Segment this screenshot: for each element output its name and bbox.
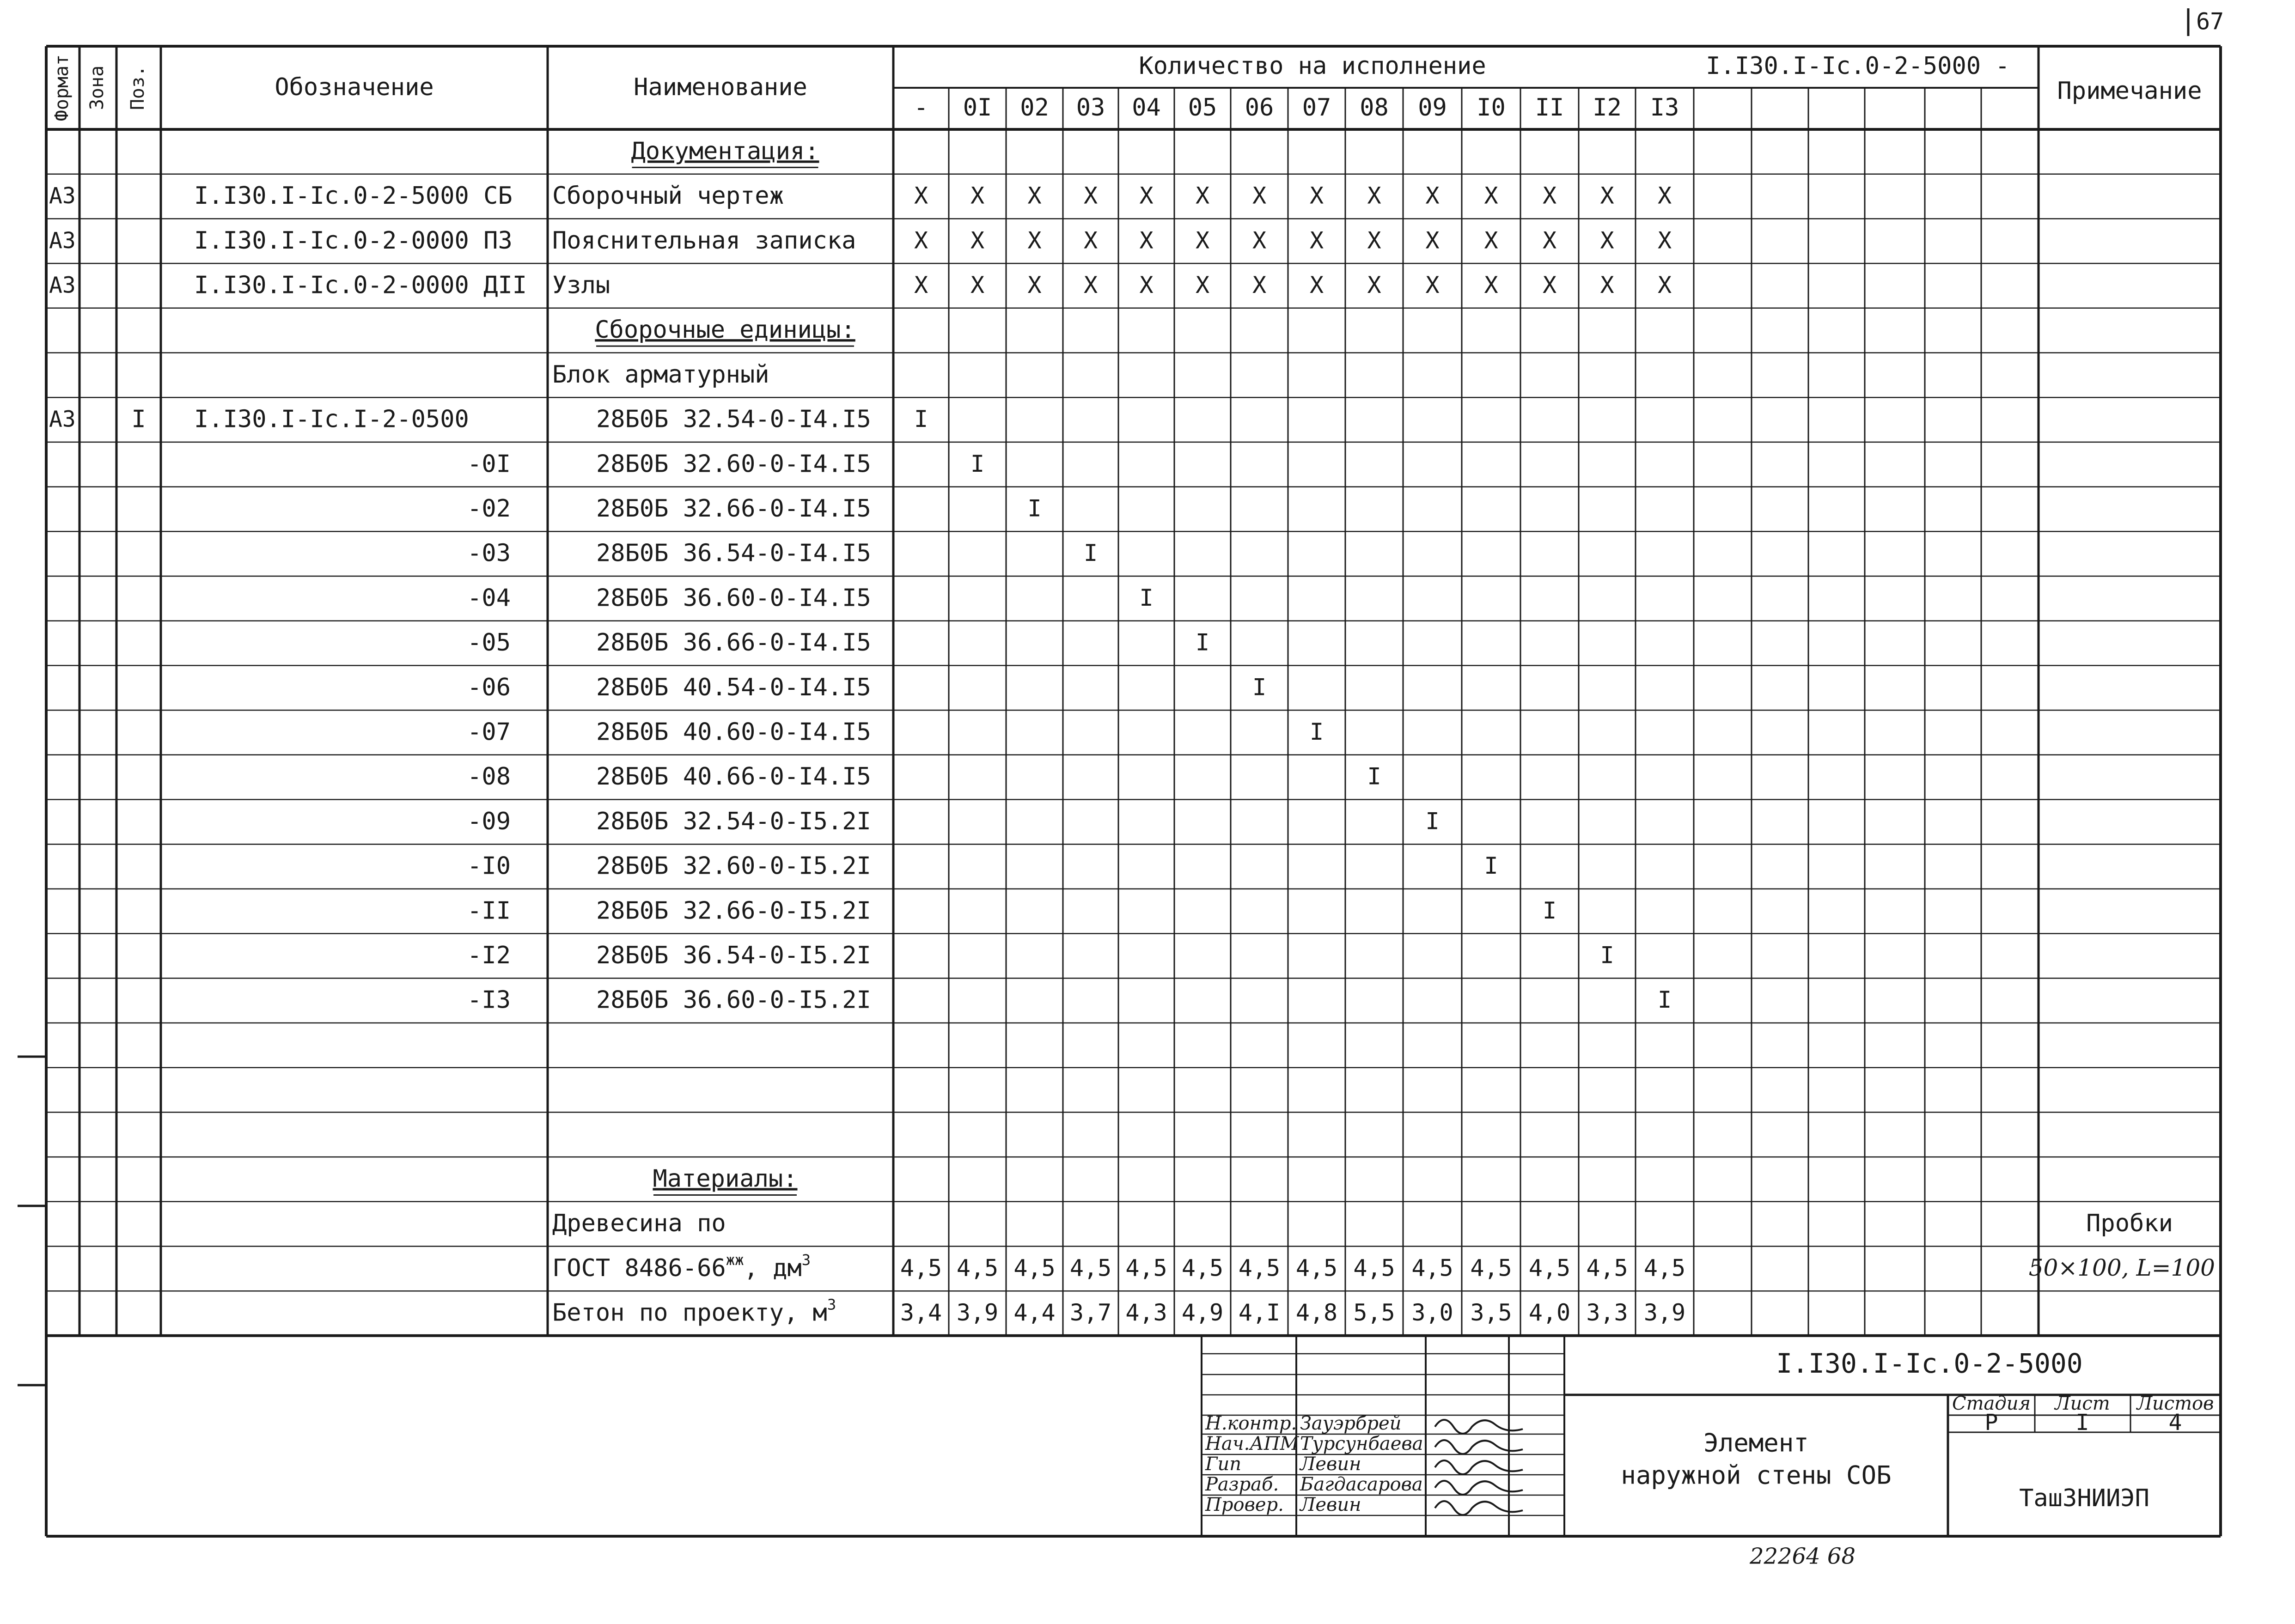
quantity-cell: X xyxy=(1542,271,1557,298)
name-cell: 28Б0Б 32.66-0-I5.2I xyxy=(596,897,871,925)
quantity-cell: 4,5 xyxy=(1125,1254,1167,1282)
designation-cell: -I2 xyxy=(467,941,511,969)
quantity-cell: I xyxy=(1425,808,1440,835)
quantity-cell: 4,5 xyxy=(1528,1254,1571,1282)
designation-cell: -I3 xyxy=(467,986,511,1014)
quantity-cell: 4,5 xyxy=(1586,1254,1628,1282)
sheets-value: 4 xyxy=(2168,1410,2182,1435)
signer-role: Н.контр. xyxy=(1205,1413,1297,1434)
designation-cell: I.I30.I-Ic.I-2-0500 xyxy=(194,405,469,433)
quantity-cell: X xyxy=(914,227,928,254)
format-cell: A3 xyxy=(49,183,76,209)
variant-header: 05 xyxy=(1188,94,1217,122)
quantity-cell: X xyxy=(1083,227,1098,254)
variant-header: 0I xyxy=(963,94,992,122)
section-heading: Материалы: xyxy=(653,1165,798,1193)
name-cell: 28Б0Б 32.60-0-I5.2I xyxy=(596,852,871,880)
variant-header: I0 xyxy=(1477,94,1506,122)
designation-cell: -03 xyxy=(467,539,511,567)
title-doc-code: I.I30.I-Ic.0-2-5000 xyxy=(1776,1348,2083,1380)
variant-header: 06 xyxy=(1245,94,1274,122)
quantity-cell: X xyxy=(1252,227,1267,254)
quantity-cell: 4,5 xyxy=(1470,1254,1512,1282)
quantity-cell: X xyxy=(1195,182,1210,209)
quantity-cell: 4,9 xyxy=(1181,1299,1224,1326)
section-heading: Документация: xyxy=(631,137,819,165)
quantity-cell: 4,5 xyxy=(1069,1254,1112,1282)
quantity-cell: I xyxy=(1600,942,1614,969)
quantity-cell: 3,3 xyxy=(1586,1299,1628,1326)
header-format: Формат xyxy=(51,54,73,122)
quantity-cell: I xyxy=(1542,897,1557,924)
quantity-cell: X xyxy=(1027,227,1042,254)
quantity-cell: I xyxy=(1309,718,1324,745)
quantity-cell: X xyxy=(1083,271,1098,298)
designation-cell: -08 xyxy=(467,763,511,791)
designation-cell: -0I xyxy=(467,450,511,478)
quantity-cell: 5,5 xyxy=(1353,1299,1395,1326)
name-cell: Пояснительная записка xyxy=(552,226,856,255)
quantity-cell: I xyxy=(1367,763,1381,790)
signer-name: Зауэрбрей xyxy=(1300,1413,1402,1434)
name-cell: 28Б0Б 32.54-0-I5.2I xyxy=(596,807,871,835)
quantity-cell: X xyxy=(1600,227,1614,254)
quantity-cell: X xyxy=(1139,227,1154,254)
quantity-cell: X xyxy=(1252,182,1267,209)
signer-name: Турсунбаева xyxy=(1300,1433,1423,1454)
quantity-cell: X xyxy=(1367,182,1381,209)
quantity-cell: 4,4 xyxy=(1013,1299,1056,1326)
name-cell: 28Б0Б 40.60-0-I4.I5 xyxy=(596,718,871,746)
title-line-1: Элемент xyxy=(1703,1428,1809,1458)
quantity-cell: X xyxy=(1195,227,1210,254)
quantity-cell: 3,9 xyxy=(1643,1299,1686,1326)
variant-header: 09 xyxy=(1418,94,1447,122)
designation-cell: -02 xyxy=(467,494,511,523)
name-cell: 28Б0Б 40.66-0-I4.I5 xyxy=(596,763,871,791)
quantity-cell: X xyxy=(1484,271,1498,298)
designation-cell: -05 xyxy=(467,629,511,657)
designation-cell: I.I30.I-Ic.0-2-0000 ДII xyxy=(194,271,527,299)
quantity-cell: X xyxy=(970,227,985,254)
designation-cell: I.I30.I-Ic.0-2-0000 ПЗ xyxy=(194,226,513,255)
header-name: Наименование xyxy=(634,73,807,101)
name-cell: 28Б0Б 36.66-0-I4.I5 xyxy=(596,629,871,657)
quantity-cell: I xyxy=(1083,540,1098,567)
name-cell: Блок арматурный xyxy=(552,360,769,389)
quantity-cell: X xyxy=(1027,182,1042,209)
name-cell: 28Б0Б 32.54-0-I4.I5 xyxy=(596,405,871,433)
quantity-cell: X xyxy=(1484,227,1498,254)
quantity-cell: 4,5 xyxy=(1238,1254,1281,1282)
quantity-cell: X xyxy=(1139,182,1154,209)
quantity-cell: X xyxy=(1367,227,1381,254)
variant-header: 02 xyxy=(1020,94,1049,122)
name-cell: 28Б0Б 40.54-0-I4.I5 xyxy=(596,673,871,701)
format-cell: A3 xyxy=(49,406,76,432)
signer-role: Провер. xyxy=(1205,1494,1284,1515)
name-cell: 28Б0Б 36.60-0-I5.2I xyxy=(596,986,871,1014)
page-number: 67 xyxy=(2196,8,2224,35)
quantity-cell: I xyxy=(1027,495,1042,522)
quantity-cell: 4,5 xyxy=(1181,1254,1224,1282)
quantity-cell: 3,4 xyxy=(900,1299,942,1326)
name-cell: Древесина по xyxy=(552,1210,726,1238)
quantity-cell: 4,5 xyxy=(1643,1254,1686,1282)
quantity-cell: X xyxy=(1425,271,1440,298)
quantity-cell: 4,3 xyxy=(1125,1299,1167,1326)
variant-header: 04 xyxy=(1132,94,1161,122)
name-cell: 28Б0Б 36.54-0-I5.2I xyxy=(596,941,871,969)
quantity-cell: 4,5 xyxy=(1013,1254,1056,1282)
quantity-cell: I xyxy=(914,406,928,433)
quantity-cell: 4,5 xyxy=(1411,1254,1453,1282)
designation-cell: I.I30.I-Ic.0-2-5000 СБ xyxy=(194,182,513,210)
quantity-cell: X xyxy=(1309,182,1324,209)
header-note: Примечание xyxy=(2057,77,2202,105)
section-heading: Сборочные единицы: xyxy=(595,316,855,344)
quantity-cell: X xyxy=(1027,271,1042,298)
header-doc-code: I.I30.I-Ic.0-2-5000 - xyxy=(1706,52,2010,80)
title-line-2: наружной стены СОБ xyxy=(1621,1460,1892,1490)
quantity-cell: 3,5 xyxy=(1470,1299,1512,1326)
quantity-cell: I xyxy=(970,450,985,477)
designation-cell: -09 xyxy=(467,807,511,835)
quantity-cell: 4,5 xyxy=(956,1254,999,1282)
quantity-cell: X xyxy=(1657,271,1672,298)
quantity-cell: 4,8 xyxy=(1295,1299,1338,1326)
sheets-label: Листов xyxy=(2136,1393,2214,1414)
quantity-cell: I xyxy=(1195,629,1210,656)
name-cell: 28Б0Б 36.60-0-I4.I5 xyxy=(596,584,871,612)
quantity-cell: I xyxy=(1252,674,1267,701)
quantity-cell: X xyxy=(1657,182,1672,209)
quantity-cell: X xyxy=(1195,271,1210,298)
footer-stamp: 22264 68 xyxy=(1749,1543,1856,1569)
designation-cell: -II xyxy=(467,897,511,925)
quantity-cell: X xyxy=(1252,271,1267,298)
quantity-cell: 3,7 xyxy=(1069,1299,1112,1326)
quantity-cell: 4,5 xyxy=(900,1254,942,1282)
variant-header: I3 xyxy=(1650,94,1679,122)
designation-cell: -04 xyxy=(467,584,511,612)
quantity-cell: X xyxy=(1542,182,1557,209)
quantity-cell: X xyxy=(1309,271,1324,298)
variant-header: 03 xyxy=(1076,94,1105,122)
variant-header: II xyxy=(1535,94,1564,122)
designation-cell: -I0 xyxy=(467,852,511,880)
name-cell: Сборочный чертеж xyxy=(552,182,784,210)
position-cell: I xyxy=(131,405,146,433)
variant-header: 08 xyxy=(1360,94,1389,122)
quantity-cell: I xyxy=(1484,852,1498,880)
quantity-cell: X xyxy=(970,182,985,209)
variant-header: - xyxy=(914,94,928,122)
name-cell: Бетон по проекту, $м^3$ xyxy=(552,1296,836,1327)
signer-role: Нач.АПМ xyxy=(1205,1433,1299,1454)
header-pos: Поз. xyxy=(127,65,148,110)
quantity-cell: X xyxy=(1425,182,1440,209)
name-cell: 28Б0Б 36.54-0-I4.I5 xyxy=(596,539,871,567)
quantity-cell: X xyxy=(1657,227,1672,254)
stage-value: Р xyxy=(1984,1410,1998,1435)
quantity-cell: X xyxy=(1600,182,1614,209)
signer-name: Багдасарова xyxy=(1300,1474,1423,1495)
quantity-cell: X xyxy=(1542,227,1557,254)
organization-name: ТашЗНИИЭП xyxy=(2019,1484,2149,1512)
quantity-cell: 4,I xyxy=(1238,1299,1281,1326)
quantity-cell: X xyxy=(970,271,985,298)
header-zone: Зона xyxy=(86,65,108,110)
signer-role: Гип xyxy=(1205,1454,1242,1475)
quantity-cell: X xyxy=(914,182,928,209)
note-cell: 50×100, L=100 xyxy=(2028,1254,2215,1281)
quantity-cell: X xyxy=(1367,271,1381,298)
name-cell: 28Б0Б 32.60-0-I4.I5 xyxy=(596,450,871,478)
quantity-cell: X xyxy=(914,271,928,298)
quantity-cell: I xyxy=(1139,584,1154,611)
signer-name: Левин xyxy=(1300,1494,1361,1515)
format-cell: A3 xyxy=(49,272,76,298)
signer-role: Разраб. xyxy=(1205,1474,1279,1495)
quantity-cell: I xyxy=(1657,986,1672,1014)
designation-cell: -07 xyxy=(467,718,511,746)
quantity-cell: X xyxy=(1484,182,1498,209)
quantity-cell: 3,9 xyxy=(956,1299,999,1326)
variant-header: 07 xyxy=(1302,94,1331,122)
quantity-cell: X xyxy=(1083,182,1098,209)
quantity-cell: X xyxy=(1309,227,1324,254)
stage-label: Стадия xyxy=(1952,1393,2031,1414)
name-cell: 28Б0Б 32.66-0-I4.I5 xyxy=(596,494,871,523)
designation-cell: -06 xyxy=(467,673,511,701)
quantity-cell: 4,5 xyxy=(1295,1254,1338,1282)
sheet-label: Лист xyxy=(2055,1393,2110,1414)
name-cell: Узлы xyxy=(552,271,610,299)
header-designation: Обозначение xyxy=(275,73,434,101)
sheet-value: I xyxy=(2075,1410,2089,1435)
quantity-cell: 4,5 xyxy=(1353,1254,1395,1282)
quantity-cell: X xyxy=(1425,227,1440,254)
format-cell: A3 xyxy=(49,227,76,254)
quantity-cell: X xyxy=(1139,271,1154,298)
variant-header: I2 xyxy=(1593,94,1622,122)
quantity-cell: X xyxy=(1600,271,1614,298)
quantity-cell: 3,0 xyxy=(1411,1299,1453,1326)
header-quantity-title: Количество на исполнение xyxy=(1139,52,1486,80)
quantity-cell: 4,0 xyxy=(1528,1299,1571,1326)
name-cell: ГОСТ $8486-66^{жж}$, $дм^3$ xyxy=(552,1251,811,1282)
note-cell: Пробки xyxy=(2086,1210,2173,1238)
signer-name: Левин xyxy=(1300,1454,1361,1475)
